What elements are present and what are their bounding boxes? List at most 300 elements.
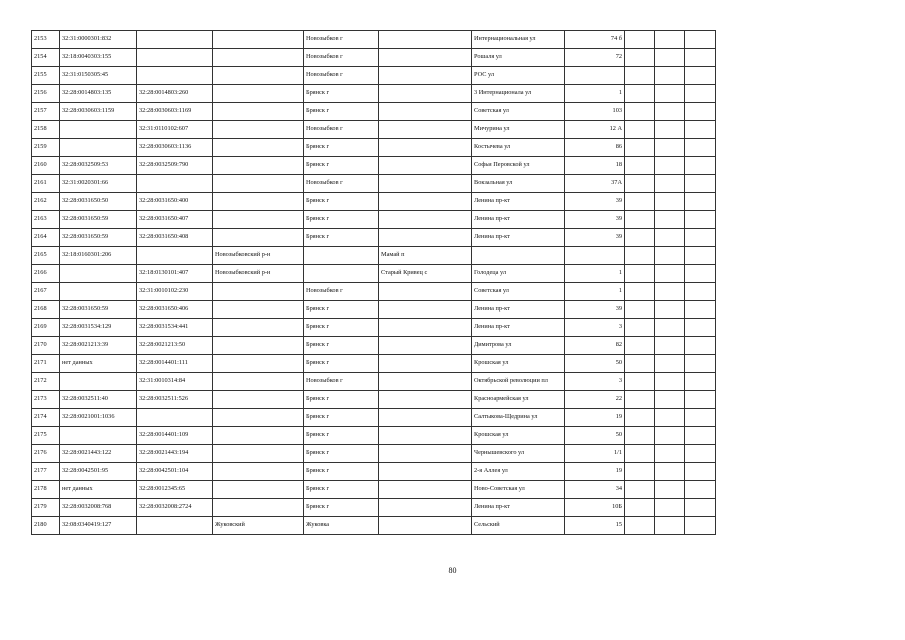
table-row: [32, 337, 716, 355]
table-cell: [655, 319, 685, 337]
table-cell: 32:31:0150305:45: [60, 67, 137, 85]
table-cell: [304, 265, 379, 283]
table-cell: нет данных: [60, 481, 137, 499]
table-cell: [213, 445, 304, 463]
table-cell: Советская ул: [472, 103, 565, 121]
table-cell: 2173: [32, 391, 60, 409]
data-table: [31, 30, 716, 535]
table-cell: [379, 319, 472, 337]
table-cell: 32:31:0110102:607: [137, 121, 213, 139]
table-cell: 2-я Аллея ул: [472, 463, 565, 481]
table-cell: [625, 139, 655, 157]
table-cell: [655, 391, 685, 409]
table-cell: [625, 283, 655, 301]
table-cell: [379, 355, 472, 373]
table-cell: [655, 229, 685, 247]
table-cell: [625, 463, 655, 481]
table-cell: [685, 517, 716, 535]
table-cell: Mамай п: [379, 247, 472, 265]
table-cell: [565, 247, 625, 265]
table-cell: [625, 355, 655, 373]
table-cell: 32:28:0031650:407: [137, 211, 213, 229]
table-cell: [685, 283, 716, 301]
table-cell: [379, 283, 472, 301]
table-cell: Ленина пр-кт: [472, 319, 565, 337]
table-cell: [685, 67, 716, 85]
table-cell: [213, 337, 304, 355]
table-row: [32, 499, 716, 517]
table-cell: 12 А: [565, 121, 625, 139]
table-cell: [304, 247, 379, 265]
table-cell: [379, 157, 472, 175]
table-cell: [685, 31, 716, 49]
table-cell: [213, 283, 304, 301]
table-cell: [60, 373, 137, 391]
table-cell: [625, 517, 655, 535]
table-row: [32, 49, 716, 67]
table-cell: [213, 391, 304, 409]
table-cell: 32:28:0031650:406: [137, 301, 213, 319]
table-cell: Брянск г: [304, 139, 379, 157]
table-cell: 2156: [32, 85, 60, 103]
table-cell: [379, 337, 472, 355]
table-cell: [625, 157, 655, 175]
table-cell: [685, 337, 716, 355]
table-cell: [213, 139, 304, 157]
table-cell: 2166: [32, 265, 60, 283]
table-cell: [379, 463, 472, 481]
table-cell: [60, 139, 137, 157]
table-cell: [213, 121, 304, 139]
table-cell: Красноармейская ул: [472, 391, 565, 409]
table-cell: 15: [565, 517, 625, 535]
table-cell: [625, 373, 655, 391]
table-cell: [213, 319, 304, 337]
table-cell: Интернациональная ул: [472, 31, 565, 49]
table-cell: [685, 391, 716, 409]
table-row: [32, 157, 716, 175]
table-cell: [137, 175, 213, 193]
table-cell: Новозыбковский р-н: [213, 265, 304, 283]
table-cell: 2157: [32, 103, 60, 121]
table-cell: [137, 517, 213, 535]
table-cell: 2180: [32, 517, 60, 535]
table-cell: 50: [565, 355, 625, 373]
table-cell: 2175: [32, 427, 60, 445]
table-cell: 32:28:0042501:104: [137, 463, 213, 481]
table-row: [32, 463, 716, 481]
table-row: [32, 265, 716, 283]
table-cell: 2168: [32, 301, 60, 319]
table-cell: [379, 445, 472, 463]
table-cell: [137, 247, 213, 265]
table-cell: 74 б: [565, 31, 625, 49]
table-cell: 2163: [32, 211, 60, 229]
table-cell: Брянск г: [304, 481, 379, 499]
table-cell: Новозыбков г: [304, 121, 379, 139]
table-cell: [625, 445, 655, 463]
table-cell: 32:28:0032511:40: [60, 391, 137, 409]
table-cell: [625, 391, 655, 409]
table-cell: Старый Кривец с: [379, 265, 472, 283]
table-cell: Ленина пр-кт: [472, 499, 565, 517]
table-cell: 32:28:0032008:768: [60, 499, 137, 517]
table-cell: 82: [565, 337, 625, 355]
table-cell: 32:18:0130101:407: [137, 265, 213, 283]
table-cell: Ленина пр-кт: [472, 193, 565, 211]
table-cell: [655, 175, 685, 193]
table-cell: Жуковка: [304, 517, 379, 535]
table-cell: 32:31:0020301:66: [60, 175, 137, 193]
table-cell: [379, 175, 472, 193]
table-cell: 32:31:0010102:230: [137, 283, 213, 301]
table-cell: 32:28:0014803:260: [137, 85, 213, 103]
table-cell: 22: [565, 391, 625, 409]
table-cell: 2169: [32, 319, 60, 337]
table-cell: [213, 49, 304, 67]
table-cell: 2178: [32, 481, 60, 499]
table-cell: 1: [565, 265, 625, 283]
table-cell: [625, 301, 655, 319]
table-cell: 32:28:0031650:50: [60, 193, 137, 211]
table-cell: 32:28:0021443:122: [60, 445, 137, 463]
table-cell: [685, 301, 716, 319]
table-cell: [655, 517, 685, 535]
table-row: [32, 355, 716, 373]
table-cell: Новозыбков г: [304, 373, 379, 391]
table-cell: Брянск г: [304, 427, 379, 445]
table-cell: 18: [565, 157, 625, 175]
table-cell: 32:28:0032509:53: [60, 157, 137, 175]
table-row: [32, 175, 716, 193]
table-cell: [655, 157, 685, 175]
table-cell: 72: [565, 49, 625, 67]
table-cell: Крошская ул: [472, 355, 565, 373]
table-cell: 19: [565, 409, 625, 427]
table-cell: Брянск г: [304, 499, 379, 517]
table-cell: [213, 85, 304, 103]
table-cell: [655, 31, 685, 49]
table-cell: [655, 409, 685, 427]
table-cell: 2179: [32, 499, 60, 517]
table-cell: [685, 409, 716, 427]
table-cell: [655, 355, 685, 373]
table-cell: 32:28:0031650:59: [60, 211, 137, 229]
table-cell: [625, 31, 655, 49]
table-cell: [625, 121, 655, 139]
table-cell: 32:28:0032509:790: [137, 157, 213, 175]
table-cell: [60, 283, 137, 301]
table-cell: 32:28:0021443:194: [137, 445, 213, 463]
table-cell: [213, 481, 304, 499]
table-cell: [379, 49, 472, 67]
table-cell: [625, 499, 655, 517]
table-cell: Брянск г: [304, 355, 379, 373]
table-cell: 2174: [32, 409, 60, 427]
table-cell: Брянск г: [304, 157, 379, 175]
table-cell: [213, 157, 304, 175]
table-cell: [655, 499, 685, 517]
table-cell: [213, 229, 304, 247]
table-cell: [379, 31, 472, 49]
table-cell: Новозыбковский р-н: [213, 247, 304, 265]
table-cell: 2159: [32, 139, 60, 157]
table-cell: 86: [565, 139, 625, 157]
table-row: [32, 391, 716, 409]
table-row: [32, 517, 716, 535]
table-cell: 32:18:0040303:155: [60, 49, 137, 67]
table-cell: [379, 391, 472, 409]
table-cell: [137, 49, 213, 67]
table-cell: Голодеца ул: [472, 265, 565, 283]
table-cell: [655, 211, 685, 229]
table-cell: 32:28:0021213:39: [60, 337, 137, 355]
table-cell: [379, 139, 472, 157]
table-cell: Брянск г: [304, 319, 379, 337]
table-cell: 2164: [32, 229, 60, 247]
table-cell: 34: [565, 481, 625, 499]
table-cell: 32:28:0030603:1136: [137, 139, 213, 157]
table-cell: [655, 139, 685, 157]
table-cell: [655, 265, 685, 283]
table-cell: [379, 517, 472, 535]
table-cell: Брянск г: [304, 463, 379, 481]
table-cell: 32:28:0031650:400: [137, 193, 213, 211]
table-cell: 3 Интернационала ул: [472, 85, 565, 103]
table-cell: Брянск г: [304, 445, 379, 463]
table-cell: [685, 49, 716, 67]
table-cell: [379, 409, 472, 427]
table-cell: 32:28:0032511:526: [137, 391, 213, 409]
table-cell: 39: [565, 193, 625, 211]
table-cell: [685, 481, 716, 499]
table-cell: 50: [565, 427, 625, 445]
table-cell: [655, 301, 685, 319]
table-cell: 1: [565, 283, 625, 301]
table-cell: [625, 229, 655, 247]
table-cell: Ленина пр-кт: [472, 211, 565, 229]
table-cell: Новозыбков г: [304, 31, 379, 49]
table-cell: 37А: [565, 175, 625, 193]
table-cell: [625, 409, 655, 427]
table-cell: [685, 319, 716, 337]
table-cell: [655, 193, 685, 211]
table-cell: [379, 193, 472, 211]
table-cell: нет данных: [60, 355, 137, 373]
table-cell: [685, 85, 716, 103]
table-cell: 32:28:0031650:59: [60, 229, 137, 247]
table-row: [32, 445, 716, 463]
table-cell: 32:28:0031534:129: [60, 319, 137, 337]
table-row: [32, 193, 716, 211]
table-row: [32, 229, 716, 247]
table-cell: Софьи Перовской ул: [472, 157, 565, 175]
table-cell: [379, 301, 472, 319]
table-cell: [685, 463, 716, 481]
table-cell: [625, 103, 655, 121]
table-cell: Ленина пр-кт: [472, 229, 565, 247]
table-cell: [685, 373, 716, 391]
table-row: [32, 121, 716, 139]
table-cell: [655, 463, 685, 481]
table-cell: [60, 121, 137, 139]
table-cell: Брянск г: [304, 85, 379, 103]
table-cell: Чернышевского ул: [472, 445, 565, 463]
table-cell: 2161: [32, 175, 60, 193]
table-cell: Ново-Советская ул: [472, 481, 565, 499]
table-cell: [213, 499, 304, 517]
table-cell: [213, 67, 304, 85]
table-cell: Вокзальная ул: [472, 175, 565, 193]
table-cell: [213, 211, 304, 229]
table-cell: Димитрова ул: [472, 337, 565, 355]
table-cell: Костычева ул: [472, 139, 565, 157]
table-cell: 2167: [32, 283, 60, 301]
table-cell: 32:28:0030603:1169: [137, 103, 213, 121]
table-cell: [655, 247, 685, 265]
table-cell: [213, 103, 304, 121]
table-cell: Новозыбков г: [304, 283, 379, 301]
table-cell: [655, 427, 685, 445]
table-row: [32, 139, 716, 157]
table-row: [32, 481, 716, 499]
table-cell: [685, 265, 716, 283]
table-cell: Мичурина ул: [472, 121, 565, 139]
table-cell: Брянск г: [304, 103, 379, 121]
table-cell: Брянск г: [304, 409, 379, 427]
table-cell: 1: [565, 85, 625, 103]
table-cell: Крошская ул: [472, 427, 565, 445]
table-cell: 39: [565, 211, 625, 229]
table-cell: 39: [565, 229, 625, 247]
table-cell: Ленина пр-кт: [472, 301, 565, 319]
table-cell: [60, 427, 137, 445]
table-cell: 2165: [32, 247, 60, 265]
table-cell: [60, 265, 137, 283]
table-cell: [625, 265, 655, 283]
table-cell: 2158: [32, 121, 60, 139]
table-cell: [655, 283, 685, 301]
table-cell: [685, 157, 716, 175]
table-row: [32, 31, 716, 49]
table-cell: 32:31:0000301:832: [60, 31, 137, 49]
table-cell: [625, 481, 655, 499]
table-cell: 32:28:0031534:441: [137, 319, 213, 337]
table-cell: [685, 139, 716, 157]
table-cell: [625, 319, 655, 337]
table-body: [32, 31, 716, 535]
table-cell: [379, 103, 472, 121]
table-row: [32, 427, 716, 445]
table-cell: [655, 481, 685, 499]
table-cell: 2172: [32, 373, 60, 391]
table-cell: Салтыкова-Щедрина ул: [472, 409, 565, 427]
table-cell: 2177: [32, 463, 60, 481]
table-cell: Брянск г: [304, 211, 379, 229]
table-row: [32, 85, 716, 103]
table-cell: [213, 355, 304, 373]
table-cell: [625, 175, 655, 193]
table-cell: [137, 67, 213, 85]
table-cell: 32:28:0042501:95: [60, 463, 137, 481]
table-cell: Брянск г: [304, 301, 379, 319]
table-cell: [213, 31, 304, 49]
table-cell: [137, 409, 213, 427]
table-cell: [655, 85, 685, 103]
table-cell: 32:08:0340419:127: [60, 517, 137, 535]
table-cell: [379, 499, 472, 517]
table-cell: 32:28:0032008:2724: [137, 499, 213, 517]
table-cell: Брянск г: [304, 337, 379, 355]
table-cell: 32:28:0031650:59: [60, 301, 137, 319]
table-cell: Брянск г: [304, 391, 379, 409]
table-row: [32, 373, 716, 391]
table-cell: [137, 31, 213, 49]
table-cell: [213, 301, 304, 319]
table-cell: [379, 211, 472, 229]
table-cell: [685, 499, 716, 517]
table-cell: [379, 121, 472, 139]
table-cell: [625, 211, 655, 229]
table-cell: 3: [565, 319, 625, 337]
table-cell: [655, 103, 685, 121]
table-cell: [655, 121, 685, 139]
table-cell: [655, 373, 685, 391]
table-cell: [685, 103, 716, 121]
table-cell: [655, 49, 685, 67]
table-cell: 32:28:0030603:1159: [60, 103, 137, 121]
table-cell: [685, 247, 716, 265]
table-cell: [655, 67, 685, 85]
table-cell: Брянск г: [304, 193, 379, 211]
table-cell: 3: [565, 373, 625, 391]
table-cell: 32:28:0012345:65: [137, 481, 213, 499]
table-cell: [685, 121, 716, 139]
table-row: [32, 301, 716, 319]
table-cell: 32:28:0014401:109: [137, 427, 213, 445]
table-cell: 32:28:0021001:1036: [60, 409, 137, 427]
table-cell: [379, 427, 472, 445]
table-cell: [565, 67, 625, 85]
table-cell: [213, 373, 304, 391]
table-row: [32, 103, 716, 121]
table-cell: [685, 427, 716, 445]
table-cell: 103: [565, 103, 625, 121]
table-cell: [472, 247, 565, 265]
table-cell: [379, 481, 472, 499]
table-cell: 2153: [32, 31, 60, 49]
table-cell: [685, 355, 716, 373]
table-cell: [685, 175, 716, 193]
table-cell: 2176: [32, 445, 60, 463]
table-cell: [213, 427, 304, 445]
table-cell: Новозыбков г: [304, 175, 379, 193]
table-cell: [379, 229, 472, 247]
page-number: 80: [448, 566, 457, 575]
table-cell: [655, 445, 685, 463]
table-cell: [685, 445, 716, 463]
table-cell: Рошаля ул: [472, 49, 565, 67]
table-row: [32, 247, 716, 265]
table-cell: Сельский: [472, 517, 565, 535]
table-cell: 39: [565, 301, 625, 319]
table-row: [32, 283, 716, 301]
table-cell: [213, 193, 304, 211]
table-cell: 2155: [32, 67, 60, 85]
table-cell: Новозыбков г: [304, 67, 379, 85]
table-cell: Брянск г: [304, 229, 379, 247]
table-cell: Советская ул: [472, 283, 565, 301]
